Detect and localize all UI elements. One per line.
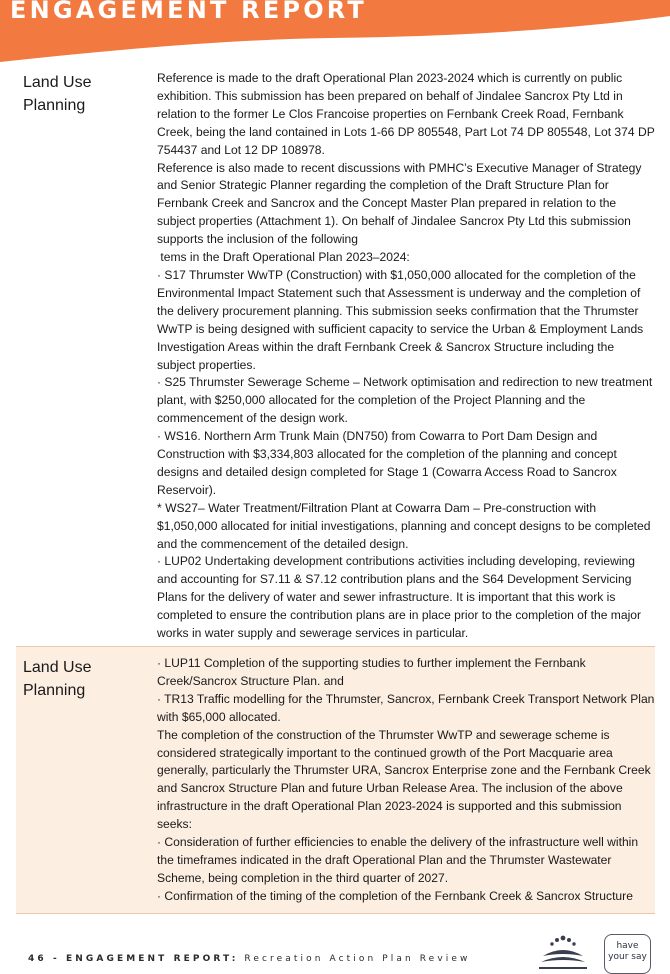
page-title: ENGAGEMENT REPORT [10,0,367,24]
paragraph: · TR13 Traffic modelling for the Thrumster, Sancrox, Fernbank Creek Transport Network Plan with $65,000 allocated. [157,691,655,724]
table-row [16,647,655,914]
council-logo-icon [533,934,593,970]
paragraph: The completion of the construction of the Thrumster WwTP and sewerage scheme is considered strategically important to the continued growth of the Port Macquarie area generally, particularly the Thrumster URA, Sancrox Enterprise zone and the Fernbank Creek and Sancrox Structure Plan and future Urban Release Area. The inclusion of the above infrastructure in the draft Operational Plan 2023-2024 is supported and this submission seeks: [157,727,651,832]
submission-text [157,647,655,913]
paragraph: * WS27– Water Treatment/Filtration Plant at Cowarra Dam – Pre-construction with $1,050,000 allocated for initial investigations, planning and concept designs to be completed and the commencement of the detailed design. [157,500,651,551]
table-row [16,62,655,647]
page-number: 46 [28,954,47,964]
paragraph: · LUP02 Undertaking development contributions activities including developing, reviewing and accounting for S7.11 & S7.12 contribution plans and the S64 Development Servicing Plans for the delivery of water and sewer infrastructure. It is important that this work is completed to ensure the contribution plans are in place prior to the completion of the major works in water supply and sewerage services in particular. [157,554,642,641]
topic-label-line: Land Use [23,659,92,676]
badge-line: have [616,941,639,951]
have-your-say-badge[interactable] [604,934,651,974]
topic-label [16,62,157,646]
paragraph: Reference is made to the draft Operational Plan 2023-2024 which is currently on public exhibition. This submission has been prepared on behalf of Jindalee Sancrox Pty Ltd in relation to the former Le Clos Francoise properties on Fernbank Creek Road, Fernbank Creek, being the land contained in Lots 1-66 DP 805548, Part Lot 74 DP 805548, Lot 374 DP 754437 and Lot 12 DP 108978. [157,71,655,157]
footer-separator: - [46,954,67,964]
paragraph: · S25 Thrumster Sewerage Scheme – Network optimisation and redirection to new treatment plant, with $250,000 allocated for the completion of the Project Planning and the commencement of the design work. [157,375,653,426]
submission-text [157,62,655,646]
paragraph: · LUP11 Completion of the supporting studies to further implement the Fernbank Creek/Sancrox Structure Plan. and [157,656,586,688]
topic-label-line: Planning [23,97,86,114]
topic-label [16,647,157,913]
paragraph: · S17 Thrumster WwTP (Construction) with $1,050,000 allocated for the completion of the Environmental Impact Statement such that Assessment is underway and the completion of the delivery procurement planning. This submission seeks confirmation that the Thrumster WwTP is being designed with sufficient capacity to service the Urban & Employment Lands Investigation Areas within the draft Fernbank Creek & Sancrox Structure including the subject properties. [157,267,644,372]
report-label: ENGAGEMENT REPORT: [66,954,239,964]
paragraph: tems in the Draft Operational Plan 2023–2024: [157,250,410,265]
paragraph: Reference is also made to recent discussions with PMHC’s Executive Manager of Strategy and Senior Strategic Planner regarding the completion of the Draft Structure Plan for Fernbank Creek and Sancrox and the Concept Master Plan prepared in relation to the subject properties (Attachment 1). On behalf of Jindalee Sancrox Pty Ltd this submission supports the inclusion of the following [157,160,642,247]
footer-caption [28,954,470,964]
topic-label-line: Land Use [23,74,92,91]
header-banner [0,0,670,62]
topic-label-line: Planning [23,682,86,699]
paragraph: · Consideration of further efficiencies to enable the delivery of the infrastructure well within the timeframes indicated in the draft Operational Plan and the Thrumster Wastewater Scheme, being completion in the third quarter of 2027. [157,835,639,885]
paragraph: · Confirmation of the timing of the completion of the Fernbank Creek & Sancrox Structure [157,888,633,903]
report-subtitle: Recreation Action Plan Review [238,954,471,964]
paragraph: · WS16. Northern Arm Trunk Main (DN750) from Cowarra to Port Dam Design and Construction with $3,334,803 allocated for the completion of the planning and concept designs and detailed design completed for Stage 1 (Cowarra Access Road to Sancrox Reservoir). [157,429,617,497]
badge-line: your say [608,952,647,962]
